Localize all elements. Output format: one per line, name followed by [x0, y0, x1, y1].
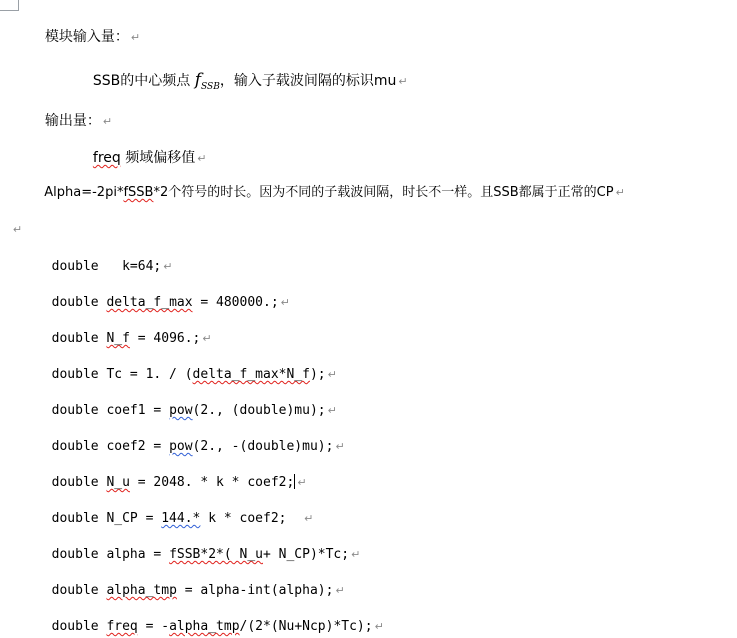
code-text: /(2*(Nu+Ncp)*Tc); [239, 619, 373, 634]
code-text: ); [309, 367, 326, 382]
paragraph-mark-icon: ↵ [280, 296, 290, 309]
code-line-10[interactable] [36, 564, 345, 598]
code-text: double [51, 475, 107, 490]
code-text: double N_CP = [51, 511, 162, 526]
output-heading-line[interactable] [36, 94, 113, 129]
paragraph-mark-icon: ↵ [327, 404, 337, 417]
paragraph-mark-icon: ↵ [351, 548, 361, 561]
paragraph-mark-icon: ↵ [615, 186, 625, 199]
code-text: = 2048. * k * coef2; [129, 475, 295, 490]
code-text: double [51, 331, 107, 346]
input-desc-suffix: ，输入子载波间隔的标识mu [219, 73, 397, 89]
code-flagged-word: 144.* [161, 511, 201, 526]
code-flagged-word: freq [106, 619, 138, 634]
paragraph-mark-icon: ↵ [297, 476, 307, 489]
code-flagged-word: alpha_tmp [106, 583, 177, 598]
code-text: double coef1 = [51, 403, 170, 418]
code-flagged-word: delta_f_max*N_f [192, 367, 310, 382]
code-text: = alpha-int(alpha); [176, 583, 334, 598]
code-line-9[interactable] [36, 528, 361, 562]
paragraph-mark-icon: ↵ [197, 152, 207, 165]
paragraph-mark-icon: ↵ [163, 260, 173, 273]
empty-paragraph-line[interactable] [2, 202, 23, 236]
formula-symbol: f [194, 70, 202, 90]
alpha-desc-suffix: *2个符号的时长。因为不同的子载波间隔，时长不一样。且SSB都属于正常的CP [153, 185, 614, 200]
code-text: = 4096.; [129, 331, 201, 346]
output-heading: 输出量： [44, 113, 101, 129]
code-text: double [51, 619, 107, 634]
code-text: double coef2 = [51, 439, 170, 454]
formula-subscript: SSB [201, 82, 220, 92]
code-line-4[interactable] [36, 348, 337, 382]
paragraph-mark-icon: ↵ [374, 620, 384, 633]
code-text: double k=64; [51, 259, 162, 274]
code-flagged-word: N_u [106, 475, 130, 490]
paragraph-mark-icon: ↵ [12, 223, 23, 236]
code-text: k * coef2; [200, 511, 303, 526]
paragraph-mark-icon: ↵ [202, 332, 212, 345]
paragraph-mark-icon: ↵ [335, 584, 345, 597]
code-flagged-word: fSSB*2*( N_u [169, 547, 263, 562]
output-desc-text: 频域偏移值 [120, 150, 196, 166]
code-line-8[interactable] [36, 492, 314, 526]
code-text: double alpha = [51, 547, 170, 562]
code-flagged-word: alpha_tmp [169, 619, 240, 634]
paragraph-mark-icon: ↵ [304, 512, 314, 525]
page-corner-mark [0, 0, 19, 11]
code-line-3[interactable] [36, 312, 212, 346]
code-flagged-word: pow [169, 439, 193, 454]
code-line-11[interactable] [36, 600, 384, 634]
code-line-7[interactable] [36, 456, 307, 490]
alpha-desc-line[interactable] [36, 166, 625, 200]
paragraph-mark-icon: ↵ [327, 368, 337, 381]
code-text: = 480000.; [192, 295, 279, 310]
code-text: + N_CP)*Tc; [262, 547, 350, 562]
output-var-name: freq [92, 150, 121, 166]
paragraph-mark-icon: ↵ [130, 31, 141, 44]
code-text: (2., -(double)mu); [192, 439, 334, 454]
code-text: double [51, 583, 107, 598]
code-line-6[interactable] [36, 420, 345, 454]
paragraph-mark-icon: ↵ [398, 75, 408, 88]
code-text: = - [137, 619, 170, 634]
text-cursor [294, 474, 295, 489]
alpha-desc-var: fSSB [123, 185, 154, 200]
input-desc-prefix: SSB的中心频点 [92, 73, 195, 89]
input-heading: 模块输入量： [44, 29, 129, 45]
code-line-1[interactable] [36, 240, 173, 274]
input-desc-line[interactable] [84, 53, 408, 92]
code-flagged-word: N_f [106, 331, 130, 346]
code-line-2[interactable] [36, 276, 290, 310]
code-text: double Tc = 1. / ( [51, 367, 193, 382]
code-line-5[interactable] [36, 384, 337, 418]
paragraph-mark-icon: ↵ [335, 440, 345, 453]
input-heading-line[interactable] [36, 10, 141, 45]
code-flagged-word: pow [169, 403, 193, 418]
alpha-desc-prefix: Alpha=-2pi* [44, 185, 124, 200]
code-text: (2., (double)mu); [192, 403, 326, 418]
output-desc-line[interactable] [84, 131, 207, 166]
code-text: double [51, 295, 107, 310]
code-flagged-word: delta_f_max [106, 295, 193, 310]
paragraph-mark-icon: ↵ [102, 115, 113, 128]
